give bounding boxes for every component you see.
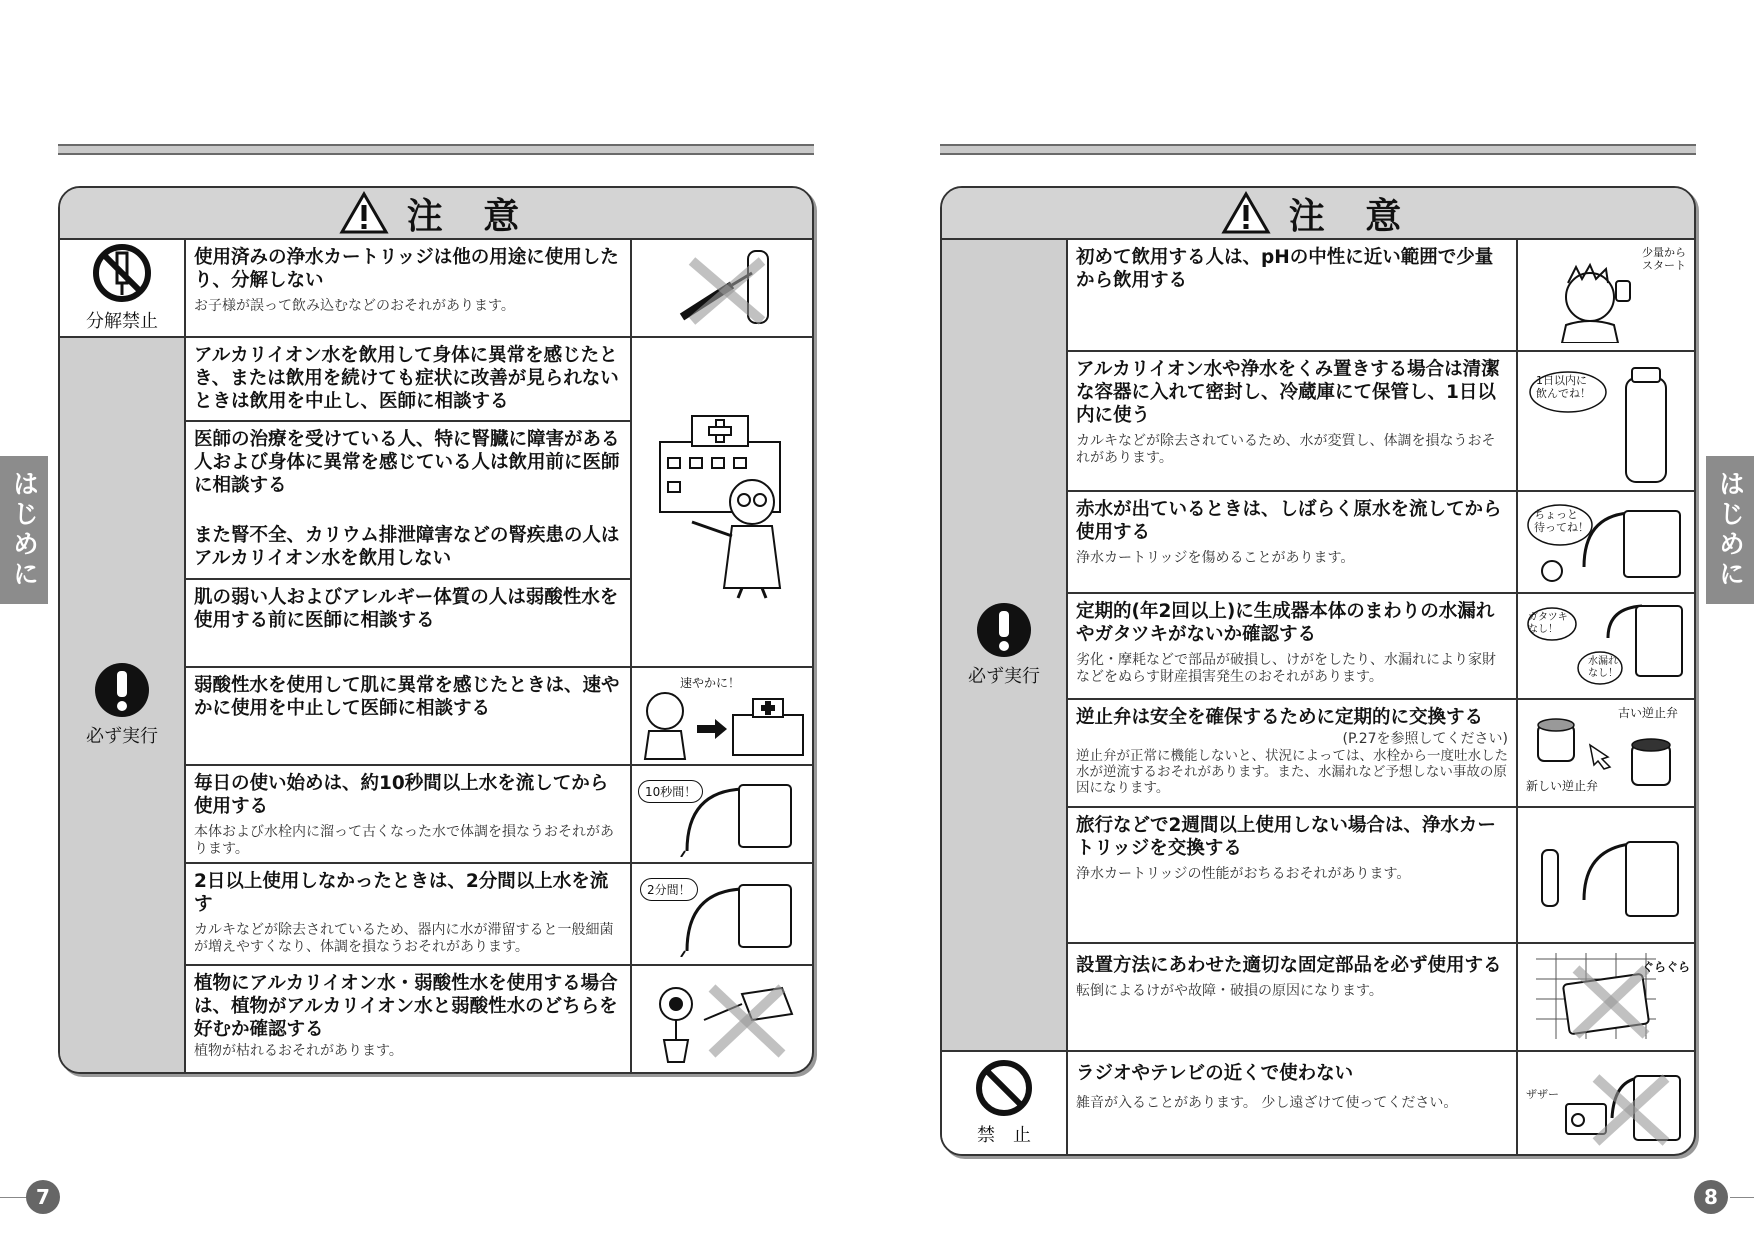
caution-item-0	[186, 240, 630, 336]
bubble-2min: 2分間！	[640, 878, 698, 901]
hospital-doctor-illustration	[652, 402, 792, 602]
side-tab-right[interactable]: はじめに	[1706, 456, 1754, 604]
item-heading: 設置方法にあわせた適切な固定部品を必ず使用する	[1076, 955, 1502, 976]
cartridge-unit-illustration	[1526, 820, 1686, 930]
exclamation-icon	[976, 602, 1032, 658]
prohibited-icon	[975, 1059, 1033, 1117]
illus-cell-plant	[630, 966, 812, 1072]
category-must-do	[942, 240, 1066, 1050]
item-heading: 毎日の使い始めは、約10秒間以上水を流してから使用する	[194, 773, 609, 817]
caution-panel-left	[58, 186, 814, 1074]
caution-panel-right	[940, 186, 1696, 1156]
item-ref: (P.27を参照してください)	[1342, 731, 1508, 747]
bubble-10sec: 10秒間！	[638, 780, 703, 803]
illus-cell-doctor	[630, 338, 812, 666]
caution-item-1	[186, 338, 630, 420]
caution-item-r7	[1068, 1052, 1516, 1154]
item-heading: ラジオやテレビの近くで使わない	[1076, 1063, 1354, 1084]
label-new-valve: 新しい逆止弁	[1526, 779, 1599, 793]
category-label: 禁 止	[977, 1125, 1031, 1146]
caution-item-r4	[1068, 700, 1516, 806]
radio-unit-illustration	[1526, 1058, 1686, 1148]
no-disassembly-icon	[92, 243, 152, 303]
item-heading: 旅行などで2週間以上使用しない場合は、浄水カートリッジを交換する	[1076, 815, 1496, 859]
item-note: 本体および水栓内に溜って古くなった水で体調を損なうおそれがあります。	[194, 824, 614, 857]
caution-item-r1	[1068, 352, 1516, 490]
item-note: 雑音が入ることがあります。 少し遠ざけて使ってください。	[1076, 1095, 1458, 1111]
item-heading: アルカリイオン水を飲用して身体に異常を感じたとき、または飲用を続けても症状に改善が見られないときは飲用を中止し、医師に相談する	[194, 345, 619, 412]
bubble-noleak: 水漏れ なし！	[1588, 656, 1618, 679]
label-old-valve: 古い逆止弁	[1617, 706, 1678, 720]
item-note: お子様が誤って飲み込むなどのおそれがあります。	[194, 298, 515, 314]
bubble-wait: ちょっと 待ってね！	[1534, 508, 1589, 534]
item-note: 劣化・摩耗などで部品が破損し、けがをしたり、水漏れにより家財などをぬらす財産損害発生のおそれがあります。	[1076, 652, 1496, 685]
item-heading: 植物にアルカリイオン水・弱酸性水を使用する場合は、植物がアルカリイオン水と弱酸性水のどちらを好むか確認する	[194, 973, 618, 1040]
item-note: 浄水カートリッジの性能がおちるおそれがあります。	[1076, 866, 1411, 882]
caution-item-r5	[1068, 808, 1516, 942]
caution-item-2	[186, 422, 630, 512]
caution-item-8	[186, 966, 630, 1072]
category-must-do	[60, 338, 184, 1072]
item-heading: 使用済みの浄水カートリッジは他の用途に使用したり、分解しない	[194, 247, 619, 291]
category-disassembly-prohibited	[60, 240, 186, 336]
caution-item-r6	[1068, 944, 1516, 1050]
item-note: 転倒によるけがや故障・破損の原因になります。	[1076, 983, 1383, 999]
illus-cell-wait	[1516, 492, 1694, 592]
caution-header	[942, 188, 1694, 240]
caution-item-r3	[1068, 594, 1516, 698]
illus-cell-small-start	[1516, 240, 1694, 350]
item-heading: また腎不全、カリウム排泄障害などの腎疾患の人はアルカリイオン水を飲用しない	[194, 525, 620, 569]
cartridge-screwdriver-illustration	[652, 245, 792, 331]
caution-item-5	[186, 668, 630, 764]
bubble-small-start: 少量から スタート	[1642, 246, 1686, 272]
item-heading: 肌の弱い人およびアレルギー体質の人は弱酸性水を使用する前に医師に相談する	[194, 587, 619, 631]
category-label: 必ず実行	[86, 726, 158, 747]
illus-cell-travel	[1516, 808, 1694, 942]
category-label: 必ず実行	[968, 666, 1040, 687]
item-note: カルキなどが除去されているため、器内に水が滞留すると一般細菌が増えやすくなり、体調を損なうおそれがあります。	[194, 922, 614, 955]
item-heading: 定期的(年2回以上)に生成器本体のまわりの水漏れやガタツキがないか確認する	[1076, 601, 1495, 645]
label-guragura: ぐらぐら	[1641, 960, 1690, 974]
warning-triangle-icon	[1221, 191, 1271, 235]
illus-cell-2min	[630, 864, 812, 964]
caution-header	[60, 188, 812, 240]
caution-item-r0	[1068, 240, 1516, 350]
item-heading: 2日以上使用しなかったときは、2分間以上水を流す	[194, 871, 609, 915]
item-note: カルキなどが除去されているため、水が変質し、体調を損なうおそれがあります。	[1076, 433, 1496, 466]
bubble-within-day: 1日以内に 飲んでね！	[1536, 374, 1591, 400]
caution-item-6	[186, 766, 630, 862]
item-heading: 赤水が出ているときは、しばらく原水を流してから使用する	[1076, 499, 1502, 543]
bubble-wobble: ガタツキ なし！	[1528, 612, 1568, 635]
top-rule-left	[58, 144, 814, 155]
warning-triangle-icon	[339, 191, 389, 235]
plant-watering-illustration	[642, 974, 802, 1064]
category-prohibited	[942, 1052, 1068, 1154]
illus-cell-bottle	[1516, 352, 1694, 490]
item-heading: 初めて飲用する人は、pHの中性に近い範囲で少量から飲用する	[1076, 247, 1494, 291]
item-heading: 医師の治療を受けている人、特に腎臓に障害がある人および身体に異常を感じている人は飲用前に医師に相談する	[194, 429, 620, 496]
illus-cell-valve	[1516, 700, 1694, 806]
page-line-right	[1730, 1197, 1754, 1198]
caution-item-7	[186, 864, 630, 964]
illus-cell-quickly	[630, 668, 812, 764]
item-note: 逆止弁が正常に機能しないと、状況によっては、水栓から一度吐水した水が逆流するおそれがあります。また、水漏れなど予想しない事故の原因になります。	[1076, 748, 1508, 796]
item-note: 植物が枯れるおそれがあります。	[194, 1043, 403, 1059]
illus-cell-cartridge	[630, 240, 812, 336]
caution-item-4	[186, 580, 630, 666]
label-noise: ザザー	[1526, 1088, 1559, 1101]
header-title: 注 意	[1288, 195, 1416, 237]
side-tab-left[interactable]: はじめに	[0, 456, 48, 604]
illus-cell-fixing	[1516, 944, 1694, 1050]
item-heading: 弱酸性水を使用して肌に異常を感じたときは、速やかに使用を中止して医師に相談する	[194, 675, 620, 719]
illus-cell-10sec	[630, 766, 812, 862]
item-heading: 逆止弁は安全を確保するために定期的に交換する	[1076, 707, 1484, 728]
item-heading: アルカリイオン水や浄水をくみ置きする場合は清潔な容器に入れて密封し、冷蔵庫にて保管し、1日以内に使う	[1076, 359, 1500, 426]
caution-item-r2	[1068, 492, 1516, 592]
top-rule-right	[940, 144, 1696, 155]
exclamation-icon	[94, 662, 150, 718]
item-note: 浄水カートリッジを傷めることがあります。	[1076, 550, 1355, 566]
category-label: 分解禁止	[86, 311, 158, 332]
caution-item-3	[186, 518, 630, 578]
bubble-quickly: 速やかに！	[680, 676, 741, 690]
header-title: 注 意	[406, 195, 534, 237]
page-number-right: 8	[1694, 1180, 1728, 1214]
illus-cell-radio	[1516, 1052, 1694, 1154]
illus-cell-check	[1516, 594, 1694, 698]
page-number-left: 7	[26, 1180, 60, 1214]
